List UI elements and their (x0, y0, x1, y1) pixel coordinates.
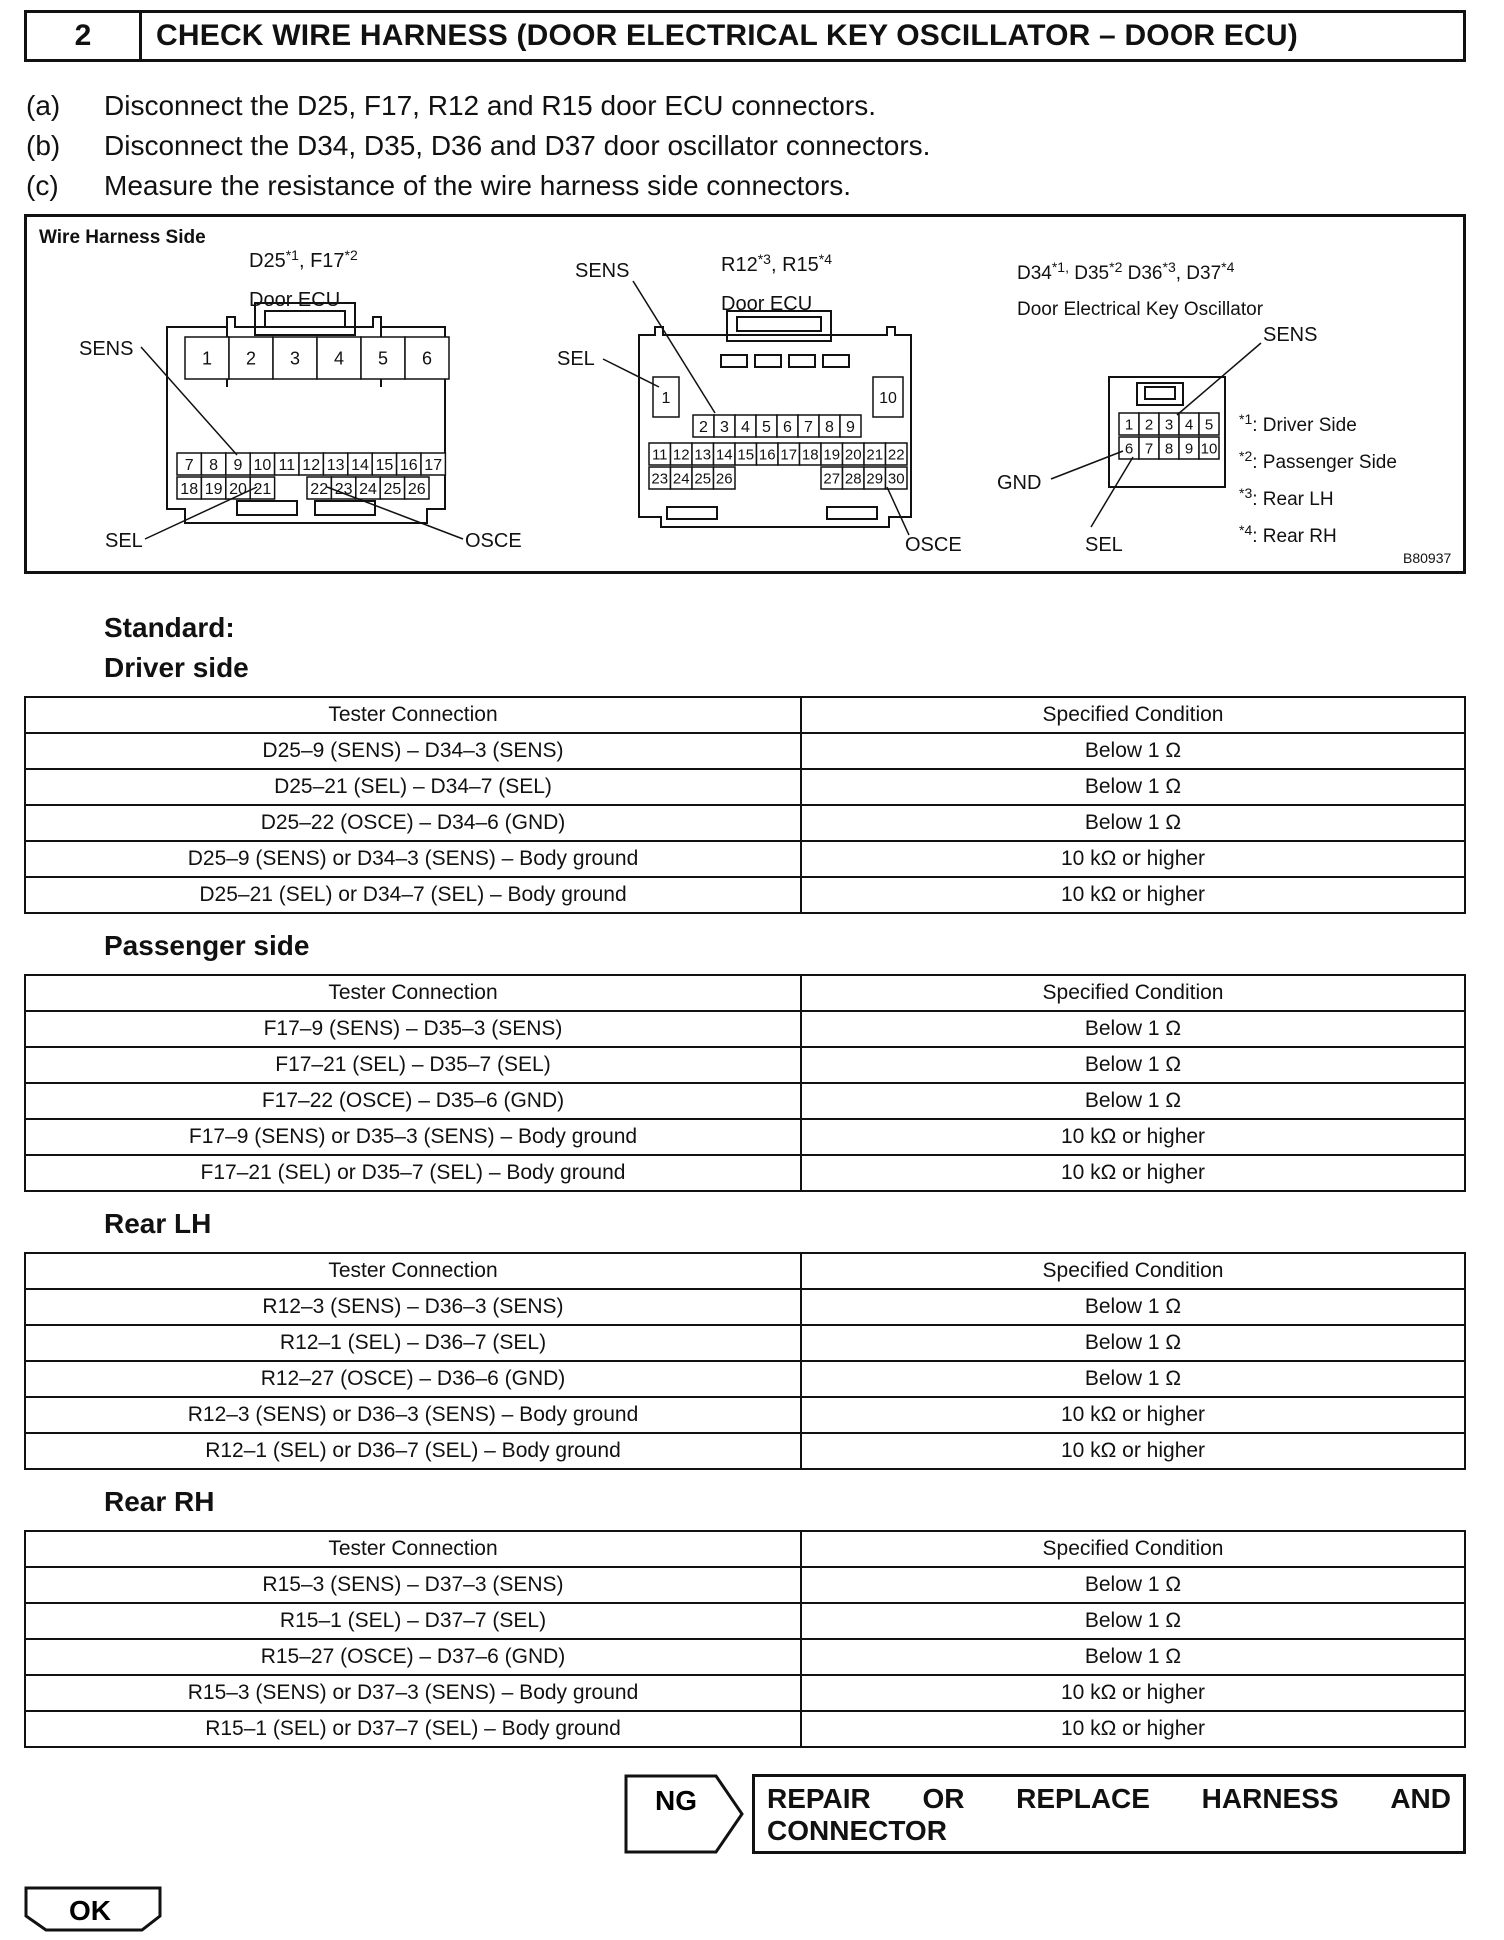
tester-connection-cell: D25–9 (SENS) or D34–3 (SENS) – Body ground (25, 841, 801, 877)
pin-number: 15 (375, 456, 394, 474)
table-row (25, 1433, 1465, 1469)
pin-number: 17 (424, 456, 443, 474)
pin-number: 5 (377, 348, 389, 369)
pin-number: 21 (253, 480, 272, 498)
pin-number: 7 (1144, 440, 1154, 458)
ng-action-word: HARNESS (1201, 1783, 1339, 1814)
table-row (25, 1325, 1465, 1361)
pin-number: 12 (302, 456, 321, 474)
specified-condition-cell: Below 1 Ω (801, 805, 1465, 841)
pin-number: 2 (699, 418, 708, 436)
spec-table-rear-lh (24, 1252, 1466, 1470)
pin-number: 7 (184, 456, 194, 474)
specified-condition-cell: Below 1 Ω (801, 1603, 1465, 1639)
table-heading-passenger: Passenger side (104, 930, 310, 961)
pin-number: 25 (383, 480, 402, 498)
table-header-row (25, 1531, 1465, 1567)
pin-number: 14 (351, 456, 369, 474)
tester-connection-cell: D25–9 (SENS) – D34–3 (SENS) (25, 733, 801, 769)
pin-number: 9 (1184, 440, 1194, 458)
ng-arrow-icon (624, 1774, 746, 1854)
table-row (25, 1011, 1465, 1047)
pin-number: 2 (245, 348, 257, 369)
connector1-top-pins (185, 337, 449, 379)
pin-number: 23 (334, 480, 353, 498)
column-header: Specified Condition (801, 697, 1465, 733)
instruction-text: Measure the resistance of the wire harness side connectors. (104, 170, 852, 201)
specified-condition-cell: Below 1 Ω (801, 1361, 1465, 1397)
pin-number: 9 (846, 418, 855, 436)
pin-number: 3 (289, 348, 301, 369)
connector3-subtitle: Door Electrical Key Oscillator (1017, 299, 1264, 320)
table-row (25, 1155, 1465, 1191)
instruction-label: (a) (26, 90, 61, 121)
table-heading-rear-lh: Rear LH (104, 1208, 212, 1239)
pin-number: 6 (421, 348, 433, 369)
specified-condition-cell: 10 kΩ or higher (801, 1711, 1465, 1747)
pin-number: 23 (651, 470, 669, 488)
connector3-name: $D34^{*1,}$ D35$^{*2}$ D36$^{*3}$, D37$^{*4}$ (1017, 259, 1235, 284)
tester-connection-cell: D25–21 (SEL) or D34–7 (SEL) – Body ground (25, 877, 801, 913)
table-row (25, 805, 1465, 841)
ng-action-word: AND (1390, 1783, 1451, 1814)
specified-condition-cell: 10 kΩ or higher (801, 1155, 1465, 1191)
ng-action-box (752, 1774, 1466, 1854)
pin-number: 5 (1204, 416, 1214, 434)
ng-action-word: REPLACE (1016, 1783, 1150, 1814)
specified-condition-cell: Below 1 Ω (801, 1567, 1465, 1603)
column-header: Tester Connection (25, 697, 801, 733)
tester-connection-cell: R12–27 (OSCE) – D36–6 (GND) (25, 1361, 801, 1397)
pin-number: 29 (866, 470, 884, 488)
ok-result-box (24, 1886, 164, 1932)
step-header (24, 10, 1466, 62)
tester-connection-cell: R15–27 (OSCE) – D37–6 (GND) (25, 1639, 801, 1675)
ng-action-line2: CONNECTOR (767, 1815, 947, 1846)
column-header: Tester Connection (25, 1253, 801, 1289)
table-header-row (25, 697, 1465, 733)
pin-number: 6 (1124, 440, 1134, 458)
column-header: Tester Connection (25, 975, 801, 1011)
table-row (25, 1083, 1465, 1119)
tester-connection-cell: R15–1 (SEL) or D37–7 (SEL) – Body ground (25, 1711, 801, 1747)
spec-table-driver (24, 696, 1466, 914)
pin-number: 14 (715, 446, 733, 464)
table-row (25, 1119, 1465, 1155)
pin-number: 4 (333, 348, 345, 369)
pin-number: 5 (762, 418, 771, 436)
tester-connection-cell: F17–9 (SENS) – D35–3 (SENS) (25, 1011, 801, 1047)
tester-connection-cell: D25–22 (OSCE) – D34–6 (GND) (25, 805, 801, 841)
connector1-name: D25$^{*1}$, F17$^{*2}$ (249, 247, 358, 272)
ng-action-line1 (767, 1783, 1451, 1815)
pin-number: 13 (326, 456, 345, 474)
specified-condition-cell: 10 kΩ or higher (801, 841, 1465, 877)
conn2-sens-label: SENS (575, 260, 630, 282)
connector-legend (1239, 411, 1397, 547)
table-heading-driver: Driver side (104, 652, 249, 683)
pin-number: 10 (879, 389, 897, 407)
specified-condition-cell: Below 1 Ω (801, 1083, 1465, 1119)
connector1-subtitle: Door ECU (249, 289, 341, 311)
pin-number: 1 (1124, 416, 1134, 434)
column-header: Specified Condition (801, 1531, 1465, 1567)
door-key-oscillator-connector (997, 259, 1317, 556)
pin-number: 22 (310, 480, 329, 498)
pin-number: 20 (844, 446, 862, 464)
table-row (25, 733, 1465, 769)
tester-connection-cell: R12–1 (SEL) – D36–7 (SEL) (25, 1325, 801, 1361)
column-header: Specified Condition (801, 1253, 1465, 1289)
column-header: Tester Connection (25, 1531, 801, 1567)
table-header-row (25, 975, 1465, 1011)
step-number: 2 (27, 13, 142, 59)
door-ecu-connector-r12 (557, 251, 962, 556)
table-row (25, 1603, 1465, 1639)
standard-label: Standard: (104, 612, 235, 643)
pin-number: 16 (758, 446, 776, 464)
pin-number: 16 (399, 456, 418, 474)
legend-item: $^{*4}$: Rear RH (1239, 522, 1337, 547)
connector2-subtitle: Door ECU (721, 293, 813, 315)
specified-condition-cell: Below 1 Ω (801, 1639, 1465, 1675)
legend-item: $^{*3}$: Rear LH (1239, 485, 1334, 510)
specified-condition-cell: 10 kΩ or higher (801, 1433, 1465, 1469)
tester-connection-cell: R12–1 (SEL) or D36–7 (SEL) – Body ground (25, 1433, 801, 1469)
table-row (25, 877, 1465, 913)
specified-condition-cell: Below 1 Ω (801, 1047, 1465, 1083)
pin-number: 4 (1184, 416, 1194, 434)
pin-number: 13 (694, 446, 712, 464)
ok-label: OK (69, 1895, 111, 1926)
pin-number: 17 (780, 446, 798, 464)
table-row (25, 769, 1465, 805)
connector2-side-pins (653, 377, 903, 417)
connector3-row1-pins (1119, 413, 1219, 435)
specified-condition-cell: Below 1 Ω (801, 769, 1465, 805)
connector2-row1-pins (693, 415, 861, 437)
instruction-list (26, 86, 930, 206)
instruction-label: (c) (26, 170, 59, 201)
pin-number: 11 (651, 446, 668, 464)
specified-condition-cell: 10 kΩ or higher (801, 1119, 1465, 1155)
table-row (25, 1047, 1465, 1083)
pin-number: 2 (1144, 416, 1154, 434)
table-heading-rear-rh: Rear RH (104, 1486, 215, 1517)
conn2-sel-label: SEL (557, 348, 595, 370)
legend-item: $^{*1}$: Driver Side (1239, 411, 1357, 436)
ok-arrow-icon (24, 1886, 164, 1932)
specified-condition-cell: Below 1 Ω (801, 1011, 1465, 1047)
tester-connection-cell: F17–22 (OSCE) – D35–6 (GND) (25, 1083, 801, 1119)
pin-number: 24 (672, 470, 690, 488)
tester-connection-cell: F17–21 (SEL) or D35–7 (SEL) – Body ground (25, 1155, 801, 1191)
ng-result-box (624, 1774, 746, 1854)
conn3-sens-label: SENS (1263, 324, 1318, 346)
pin-number: 8 (1164, 440, 1174, 458)
specified-condition-cell: Below 1 Ω (801, 733, 1465, 769)
conn1-sens-label: SENS (79, 338, 134, 360)
table-row (25, 1361, 1465, 1397)
pin-number: 18 (801, 446, 819, 464)
instruction-item (26, 166, 930, 206)
conn1-osce-label: OSCE (465, 530, 522, 552)
pin-number: 8 (209, 456, 219, 474)
tester-connection-cell: R12–3 (SENS) – D36–3 (SENS) (25, 1289, 801, 1325)
connector-diagram-svg (27, 217, 1463, 571)
connector2-name: R12$^{*3}$, R15$^{*4}$ (721, 251, 832, 276)
tester-connection-cell: R12–3 (SENS) or D36–3 (SENS) – Body ground (25, 1397, 801, 1433)
ng-label: NG (655, 1785, 697, 1816)
pin-number: 8 (825, 418, 834, 436)
pin-number: 26 (407, 480, 426, 498)
tester-connection-cell: D25–21 (SEL) – D34–7 (SEL) (25, 769, 801, 805)
pin-number: 15 (737, 446, 755, 464)
connector1-row2-pins (177, 453, 445, 475)
figure-id: B80937 (1403, 550, 1452, 566)
conn3-gnd-label: GND (997, 472, 1042, 494)
specified-condition-cell: 10 kΩ or higher (801, 1675, 1465, 1711)
specified-condition-cell: 10 kΩ or higher (801, 1397, 1465, 1433)
pin-number: 11 (278, 456, 296, 474)
specified-condition-cell: Below 1 Ω (801, 1289, 1465, 1325)
tester-connection-cell: F17–21 (SEL) – D35–7 (SEL) (25, 1047, 801, 1083)
pin-number: 3 (720, 418, 729, 436)
connector1-row3-pins (177, 477, 429, 499)
tester-connection-cell: R15–1 (SEL) – D37–7 (SEL) (25, 1603, 801, 1639)
table-header-row (25, 1253, 1465, 1289)
pin-number: 18 (180, 480, 199, 498)
instruction-label: (b) (26, 130, 61, 161)
table-row (25, 841, 1465, 877)
specified-condition-cell: 10 kΩ or higher (801, 877, 1465, 913)
table-row (25, 1639, 1465, 1675)
instruction-item (26, 86, 930, 126)
table-row (25, 1711, 1465, 1747)
ng-action-word: REPAIR (767, 1783, 871, 1814)
pin-number: 28 (844, 470, 862, 488)
connector2-row3-pins (649, 467, 907, 489)
tester-connection-cell: F17–9 (SENS) or D35–3 (SENS) – Body ground (25, 1119, 801, 1155)
pin-number: 7 (804, 418, 813, 436)
pin-number: 6 (783, 418, 792, 436)
pin-number: 26 (715, 470, 733, 488)
pin-number: 19 (823, 446, 841, 464)
pin-number: 3 (1164, 416, 1174, 434)
table-row (25, 1397, 1465, 1433)
table-row (25, 1289, 1465, 1325)
tester-connection-cell: R15–3 (SENS) or D37–3 (SENS) – Body ground (25, 1675, 801, 1711)
instruction-text: Disconnect the D34, D35, D36 and D37 door oscillator connectors. (104, 130, 931, 161)
connector-diagram (24, 214, 1466, 574)
door-ecu-connector-d25 (79, 247, 522, 552)
legend-item: $^{*2}$: Passenger Side (1239, 448, 1397, 473)
pin-number: 25 (694, 470, 712, 488)
diagram-title: Wire Harness Side (39, 227, 206, 248)
pin-number: 10 (253, 456, 272, 474)
pin-number: 30 (887, 470, 905, 488)
ng-action-word: OR (922, 1783, 965, 1814)
spec-table-rear-rh (24, 1530, 1466, 1748)
spec-table-passenger (24, 974, 1466, 1192)
pin-number: 10 (1200, 440, 1218, 458)
pin-number: 4 (741, 418, 750, 436)
conn3-sel-label: SEL (1085, 534, 1123, 556)
connector3-row2-pins (1119, 437, 1219, 459)
pin-number: 9 (233, 456, 243, 474)
pin-number: 22 (887, 446, 905, 464)
pin-number: 27 (823, 470, 841, 488)
conn1-sel-label: SEL (105, 530, 143, 552)
step-title: CHECK WIRE HARNESS (DOOR ELECTRICAL KEY OSCILLATOR – DOOR ECU) (156, 19, 1298, 52)
pin-number: 24 (359, 480, 377, 498)
instruction-text: Disconnect the D25, F17, R12 and R15 door ECU connectors. (104, 90, 876, 121)
connector2-row2-pins (649, 443, 907, 465)
conn2-osce-label: OSCE (905, 534, 962, 556)
table-row (25, 1567, 1465, 1603)
pin-number: 20 (229, 480, 247, 498)
pin-number: 19 (204, 480, 223, 498)
instruction-item (26, 126, 930, 166)
table-row (25, 1675, 1465, 1711)
pin-number: 12 (672, 446, 690, 464)
pin-number: 1 (201, 348, 213, 369)
tester-connection-cell: R15–3 (SENS) – D37–3 (SENS) (25, 1567, 801, 1603)
column-header: Specified Condition (801, 975, 1465, 1011)
pin-number: 1 (661, 389, 671, 407)
pin-number: 21 (866, 446, 884, 464)
specified-condition-cell: Below 1 Ω (801, 1325, 1465, 1361)
